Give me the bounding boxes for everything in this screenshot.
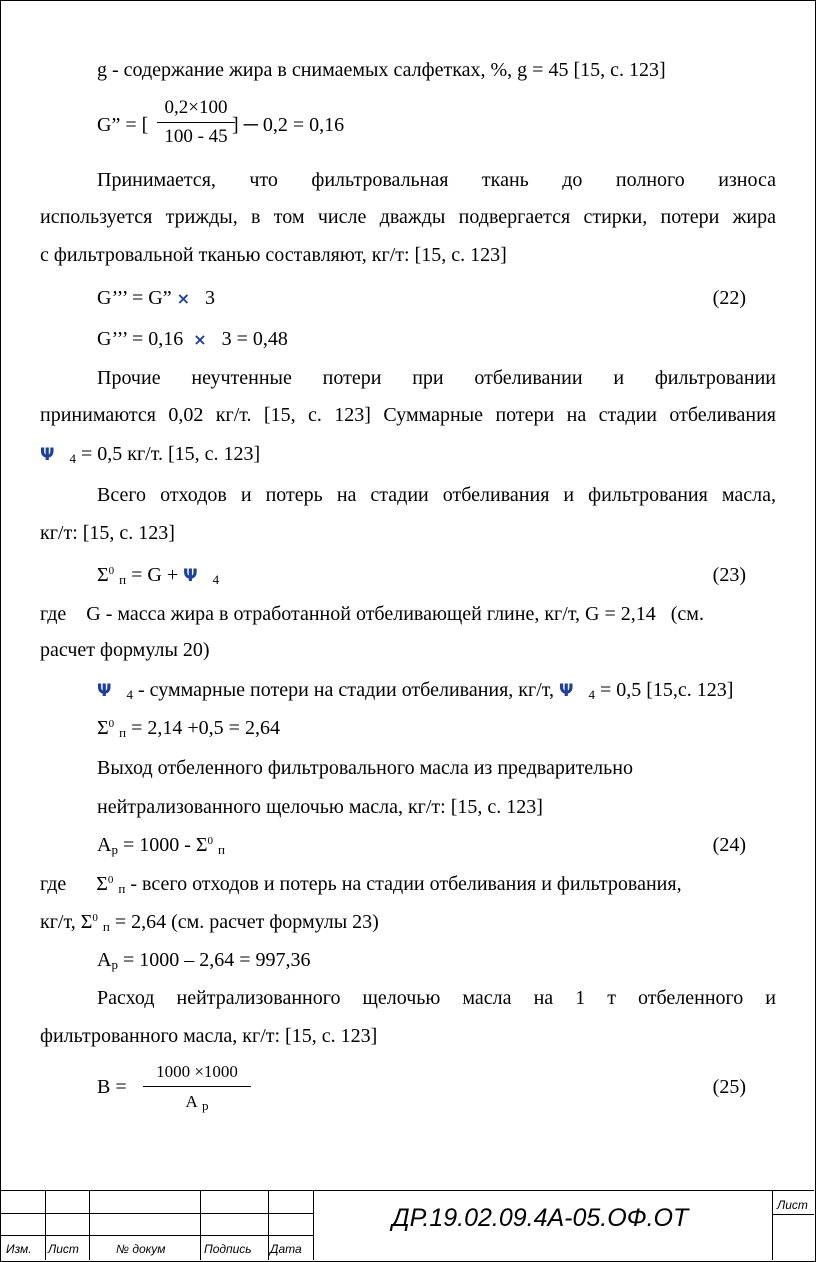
multiply-cross-icon: × [176, 289, 190, 308]
multiply-cross-icon: × [193, 330, 207, 349]
formula-22-calc-rhs: 3 = 0,48 [221, 328, 288, 350]
formula-23 [97, 563, 219, 590]
formula-g2-numerator: 0,2×100 [164, 97, 228, 118]
stamp-col-line [268, 1190, 269, 1260]
psi-icon: Ψ [97, 681, 112, 701]
paragraph-line: Выход отбеленного фильтровального масла из предварительно [97, 757, 633, 779]
paragraph-line: принимаются 0,02 кг/т. [15, с. 123] Суммарные потери на стадии отбеливания [40, 404, 776, 426]
psi-icon: Ψ [183, 566, 198, 586]
equation-number-22: (22) [712, 287, 746, 309]
sigma-symbol: Σ [97, 564, 109, 586]
formula-25-a: А [185, 1092, 198, 1111]
paragraph-line: где G - масса жира в отработанной отбеливающей глине, кг/т, G = 2,14 (см. [40, 603, 704, 625]
formula-g2-rhs: ] ─ 0,2 = 0,16 [232, 114, 345, 136]
stamp-col-line [45, 1190, 46, 1260]
stamp-label-list-right: Лист [777, 1198, 808, 1212]
formula-22 [97, 286, 215, 311]
formula-25-denominator [143, 1091, 251, 1114]
equation-number-23: (23) [712, 564, 746, 586]
formula-g2-denominator: 100 - 45 [164, 126, 228, 147]
sigma-superscript: 0 [207, 835, 214, 847]
sigma-subscript: п [102, 919, 110, 934]
sigma-superscript: 0 [108, 565, 115, 577]
fraction-bar [143, 1086, 251, 1087]
paragraph-line: используется трижды, в том числе дважды подвергается стирки, потери жира [40, 206, 776, 228]
paragraph-line [40, 442, 260, 468]
sigma-subscript: п [119, 572, 127, 587]
sigma-superscript: 0 [108, 718, 115, 730]
paragraph-line: Расход нейтрализованного щелочью масла на 1 т отбеленного и [97, 987, 776, 1009]
paragraph-line: Принимается, что фильтровальная ткань до полного износа [97, 169, 776, 191]
sigma-symbol: Σ [195, 834, 208, 856]
formula-25-numerator: 1000 ×1000 [156, 1062, 238, 1081]
stamp-label-nodokum: № докум [116, 1242, 166, 1256]
formula-22-calc-lhs: G’’’ = 0,16 [97, 328, 184, 350]
psi-value: = 0,5 кг/т. [15, с. 123] [80, 443, 261, 465]
paragraph-line: расчет формулы 20) [40, 639, 210, 661]
formula-24-calc-rhs: = 1000 – 2,64 = 997,36 [122, 949, 311, 971]
sigma-subscript: п [119, 725, 127, 740]
unit-text: кг/т, [40, 911, 76, 933]
formula-25-lhs: В = [97, 1076, 127, 1098]
formula-23-calc-rhs: = 2,14 +0,5 = 2,64 [131, 717, 280, 739]
psi-icon: Ψ [40, 445, 55, 465]
equation-number-24: (24) [712, 834, 746, 856]
where-word: где [40, 873, 67, 895]
formula-g2-lhs: G” = [ [97, 114, 149, 136]
paragraph-line: с фильтровальной тканью составляют, кг/т: [15, с. 123] [40, 244, 507, 266]
sigma-superscript: 0 [92, 912, 98, 924]
stamp-label-list: Лист [48, 1242, 79, 1256]
fraction-bar [157, 122, 235, 123]
formula-24-a: А [97, 834, 112, 856]
sigma-description: - всего отходов и потерь на стадии отбеливания и фильтрования, [130, 873, 682, 895]
paragraph-line: кг/т: [15, с. 123] [40, 522, 175, 544]
sigma-symbol: Σ [97, 717, 109, 739]
stamp-row-line [0, 1213, 313, 1214]
paragraph-line [40, 872, 682, 899]
formula-22-lhs: G’’’ = G” [97, 287, 172, 309]
stamp-label-podpis: Подпись [204, 1242, 252, 1256]
psi-subscript: 4 [212, 572, 220, 587]
stamp-row-line [772, 1214, 814, 1215]
formula-22-factor: 3 [204, 287, 215, 309]
equation-number-25: (25) [712, 1076, 746, 1098]
psi-value: = 0,5 [15,с. 123] [599, 679, 734, 701]
sigma-symbol: Σ [80, 911, 93, 933]
paragraph-line: Всего отходов и потерь на стадии отбеливания и фильтрования масла, [97, 484, 776, 506]
psi-description: - суммарные потери на стадии отбеливания, кг/т, [137, 679, 555, 701]
stamp-col-line [89, 1190, 90, 1260]
formula-24-mid: = 1000 - [122, 834, 191, 856]
paragraph-line: Прочие неучтенные потери при отбеливании и фильтровании [97, 367, 776, 389]
paragraph-line: фильтрованного масла, кг/т: [15, с. 123] [40, 1025, 378, 1047]
stamp-row-line [0, 1235, 313, 1236]
stamp-col-line [313, 1190, 314, 1260]
formula-23-mid: = G + [131, 564, 179, 586]
formula-23-calc [97, 716, 280, 743]
formula-24-a-subscript: р [111, 842, 118, 857]
formula-24-a: А [97, 949, 112, 971]
paragraph-line: нейтрализованного щелочью масла, кг/т: [15, с. 123] [97, 796, 543, 818]
sigma-symbol: Σ [96, 873, 108, 895]
stamp-label-izm: Изм. [6, 1242, 32, 1256]
stamp-label-data: Дата [270, 1242, 302, 1256]
paragraph-line [97, 678, 733, 704]
stamp-col-line [772, 1190, 773, 1260]
formula-24 [97, 833, 225, 860]
formula-25-a-subscript: р [202, 1098, 209, 1113]
title-block [0, 1190, 814, 1260]
psi-subscript: 4 [126, 687, 133, 702]
formula-22-calc [97, 327, 288, 352]
stamp-border [0, 1190, 814, 1191]
psi-icon: Ψ [559, 681, 574, 701]
formula-24-calc [97, 948, 311, 974]
sigma-superscript: 0 [107, 874, 114, 886]
formula-24-a-subscript: р [111, 957, 118, 972]
psi-subscript: 4 [69, 451, 76, 466]
stamp-col-line [200, 1190, 201, 1260]
document-code: ДР.19.02.09.4А-05.ОФ.ОТ [392, 1204, 689, 1232]
sigma-subscript: п [218, 842, 226, 857]
sigma-subscript: п [118, 881, 126, 896]
sigma-value: = 2,64 (см. расчет формулы 23) [114, 911, 379, 933]
psi-subscript: 4 [588, 687, 595, 702]
text-line: g - содержание жира в снимаемых салфетках, %, g = 45 [15, с. 123] [97, 59, 666, 81]
paragraph-line [40, 910, 379, 937]
